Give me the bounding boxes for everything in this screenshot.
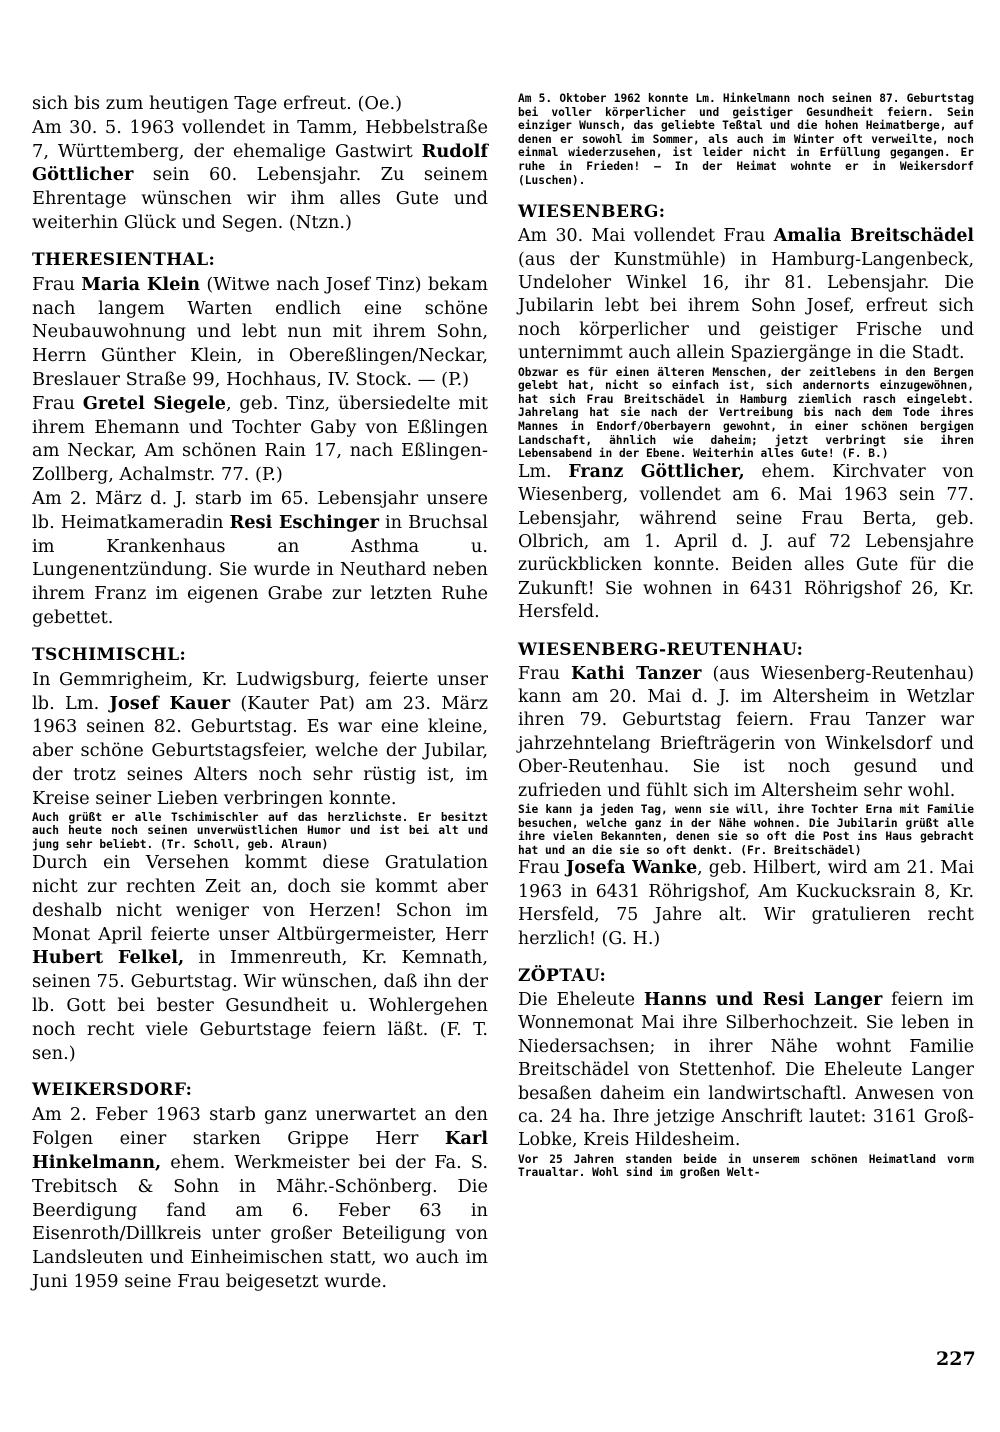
paragraph: Die Eheleute Hanns und Resi Langer feiern im Wonnemonat Mai ihre Silberhochzeit. Sie leben in Niedersachsen; in ihrer Nähe wohnt Familie Breitschädel von Stettenhof. Die Eheleute Langer besaßen daheim ein landwirtschaftl. Anwesen von ca. 24 ha. Ihre jetzige Anschrift lautet: 3161 Groß-Lobke, Kreis Hildesheim.: [518, 990, 974, 1151]
section-heading-zoeptau: ZÖPTAU:: [518, 966, 607, 987]
section-heading-wiesenberg-reutenhau: WIESENBERG-REUTENHAU:: [518, 639, 804, 660]
small-print-note: Sie kann ja jeden Tag, wenn sie will, ihre Tochter Erna mit Familie besuchen, welche ganz in der Nähe wohnen. Die Jubilarin grüßt alle ihre vielen Bekannten, denen sie so oft die Post ins Haus gebracht hat und an die sie so oft denkt. (Fr. Breitschädel): [518, 803, 974, 857]
small-print-note: Auch grüßt er alle Tschimischler auf das herzlichste. Er besitzt auch heute noch seinen unverwüstlichen Humor und ist bei alt und jung sehr beliebt. (Tr. Scholl, geb. Alraun): [32, 810, 488, 851]
section-heading-weikersdorf: WEIKERSDORF:: [32, 1080, 193, 1101]
left-column: [32, 92, 488, 1294]
paragraph: Am 2. Feber 1963 starb ganz unerwartet an den Folgen einer starken Grippe Herr Karl Hinkelmann, ehem. Werkmeister bei der Fa. S. Trebitsch & Sohn in Mähr.-Schönberg. Die Beerdigung fand am 6. Feber 63 in Eisenroth/Dillkreis unter großer Beteiligung von Landsleuten und Einheimischen statt, wo auch im Juni 1959 seine Frau beigesetzt wurde.: [32, 1104, 488, 1293]
section-heading-wiesenberg: WIESENBERG:: [518, 202, 666, 223]
paragraph: Lm. Franz Göttlicher, ehem. Kirchvater von Wiesenberg, vollendet am 6. Mai 1963 sein 77. Lebensjahr, während seine Frau Berta, geb. Olbrich, am 1. April d. J. auf 72 Lebensjahre zurückblicken konnte. Beiden alles Gute für die Zukunft! Sie wohnen in 6431 Röhrigshof 26, Kr. Hersfeld.: [518, 461, 974, 623]
right-column: [518, 92, 974, 1180]
small-print-note: Vor 25 Jahren standen beide in unserem schönen Heimatland vorm Traualtar. Wohl sind im großen Welt-: [518, 1152, 974, 1180]
paragraph: Durch ein Versehen kommt diese Gratulation nicht zur rechten Zeit an, doch sie kommt aber deshalb nicht weniger von Herzen! Schon im Monat April feierte unser Altbürgermeister, Herr Hubert Felkel, in Immenreuth, Kr. Kemnath, seinen 75. Geburtstag. Wir wünschen, daß ihn der lb. Gott bei bester Gesundheit u. Wohlergehen noch recht viele Geburtstage feiern läßt. (F. T. sen.): [32, 852, 488, 1064]
paragraph: Frau Maria Klein (Witwe nach Josef Tinz) bekam nach langem Warten endlich eine schöne Neubauwohnung und lebt nun mit ihrem Sohn, Herrn Günther Klein, in Obereßlingen/Neckar, Breslauer Straße 99, Hochhaus, IV. Stock. — (P.): [32, 273, 488, 390]
section-heading-theresienthal: THERESIENTHAL:: [32, 249, 216, 270]
paragraph: sich bis zum heutigen Tage erfreut. (Oe.): [32, 93, 403, 114]
paragraph: Am 2. März d. J. starb im 65. Lebensjahr unsere lb. Heimatkameradin Resi Eschinger in Bruchsal im Krankenhaus an Asthma u. Lungenentzündung. Sie wurde in Neuthard neben ihrem Franz im eigenen Grabe zur letzten Ruhe gebettet.: [32, 487, 488, 628]
paragraph: Frau Josefa Wanke, geb. Hilbert, wird am 21. Mai 1963 in 6431 Röhrigshof, Am Kuckucksrain 8, Kr. Hersfeld, 75 Jahre alt. Wir gratulieren recht herzlich! (G. H.): [518, 858, 974, 949]
small-print-note: Am 5. Oktober 1962 konnte Lm. Hinkelmann noch seinen 87. Geburtstag bei voller körperlicher und geistiger Gesundheit feiern. Sein einziger Wunsch, das geliebte Teßtal und die hohen Heimatberge, auf denen er sowohl im Sommer, als auch im Winter oft verweilte, noch einmal wiederzusehen, ist leider nicht in Erfüllung gegangen. Er ruhe in Frieden! — In der Heimat wohnte er in Weikersdorf (Luschen).: [518, 92, 974, 187]
paragraph: Am 30. 5. 1963 vollendet in Tamm, Hebbelstraße 7, Württemberg, der ehemalige Gastwirt Rudolf Göttlicher sein 60. Lebensjahr. Zu seinem Ehrentage wünschen wir ihm alles Gute und weiterhin Glück und Segen. (Ntzn.): [32, 116, 488, 233]
paragraph: Am 30. Mai vollendet Frau Amalia Breitschädel (aus der Kunstmühle) in Hamburg-Langenbeck, Undeloher Winkel 16, ihr 81. Lebensjahr. Die Jubilarin lebt bei ihrem Sohn Josef, erfreut sich noch körperlicher und geistiger Frische und unternimmt auch allein Spaziergänge in die Stadt.: [518, 226, 974, 364]
paragraph: In Gemmrigheim, Kr. Ludwigsburg, feierte unser lb. Lm. Josef Kauer (Kauter Pat) am 23. März 1963 seinen 82. Geburtstag. Es war eine kleine, aber schöne Geburtstagsfeier, welche der Jubilar, der trotz seines Alters noch sehr rüstig ist, im Kreise seiner Lieben verbringen konnte.: [32, 668, 488, 809]
small-print-note: Obzwar es für einen älteren Menschen, der zeitlebens in den Bergen gelebt hat, nicht so einfach ist, sich andernorts einzugewöhnen, hat sich Frau Breitschädel in Hamburg ziemlich rasch eingelebt. Jahrelang hat sie nach der Vertreibung bis nach dem Tode ihres Mannes in Endorf/Oberbayern gewohnt, in einer schönen bergigen Landschaft, ähnlich wie daheim; jetzt verbringt sie ihren Lebensabend in der Ebene. Weiterhin alles Gute! (F. B.): [518, 365, 974, 461]
paragraph: Frau Gretel Siegele, geb. Tinz, übersiedelte mit ihrem Ehemann und Tochter Gaby von Eßlingen am Neckar, Am schönen Rain 17, nach Eßlingen-Zollberg, Achalmstr. 77. (P.): [32, 392, 488, 486]
section-heading-tschimischl: TSCHIMISCHL:: [32, 644, 187, 665]
paragraph: Frau Kathi Tanzer (aus Wiesenberg-Reutenhau) kann am 20. Mai d. J. im Altersheim in Wetzlar ihren 79. Geburtstag feiern. Frau Tanzer war jahrzehntelang Briefträgerin von Winkelsdorf und Ober-Reutenhau. Sie ist noch gesund und zufrieden und fühlt sich im Altersheim sehr wohl.: [518, 663, 974, 801]
page-number: 227: [936, 1348, 976, 1370]
